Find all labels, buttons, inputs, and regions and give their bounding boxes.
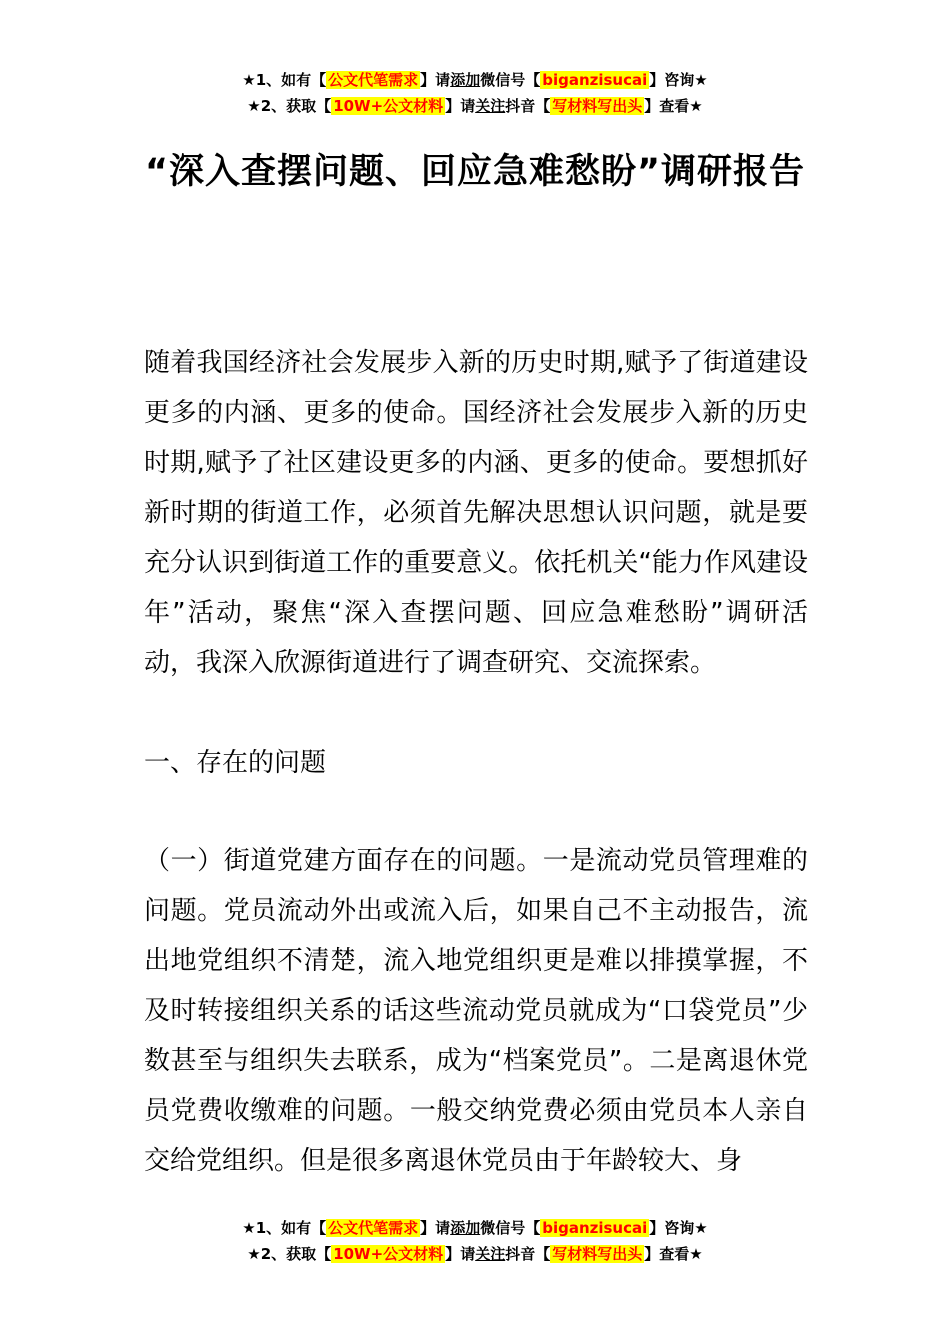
banner-text: 】查看★ xyxy=(644,1245,703,1263)
paragraph-party-building: （一）街道党建方面存在的问题。一是流动党员管理难的问题。党员流动外出或流入后，如果自己不主动报告，流出地党组织不清楚，流入地党组织更是难以排摸掌握，不及时转接组织关系的话这些流动党员就成为“口袋党员”少数甚至与组织失去联系，成为“档案党员”。二是离退休党员党费收缴难的问题。一般交纳党费必须由党员本人亲自交给党组织。但是很多离退休党员由于年龄较大、身 xyxy=(144,846,808,1176)
banner-line-2 xyxy=(0,1241,950,1267)
document-title: “深入查摆问题、回应急难愁盼”调研报告 xyxy=(144,152,805,192)
banner-highlight-douyin-id: 写材料写出头 xyxy=(552,1245,643,1263)
banner-highlight-wechat-id: biganzisucai xyxy=(542,1219,648,1237)
banner-text: ★1、如有【 xyxy=(242,71,327,89)
banner-highlight-materials: 10W+公文材料 xyxy=(333,97,444,115)
footer-banner xyxy=(0,1215,950,1267)
banner-text: 】请 xyxy=(445,97,476,115)
banner-text: 抖音【 xyxy=(505,97,551,115)
banner-line-2 xyxy=(0,93,950,119)
banner-text: ★2、获取【 xyxy=(247,1245,332,1263)
banner-line-1 xyxy=(0,67,950,93)
banner-text: 】查看★ xyxy=(644,97,703,115)
banner-text: ★1、如有【 xyxy=(242,1219,327,1237)
banner-text: ★2、获取【 xyxy=(247,97,332,115)
banner-highlight-douyin-id: 写材料写出头 xyxy=(552,97,643,115)
paragraph-intro: 随着我国经济社会发展步入新的历史时期,赋予了街道建设更多的内涵、更多的使命。国经济社会发展步入新的历史时期,赋予了社区建设更多的内涵、更多的使命。要想抓好新时期的街道工作，必须首先解决思想认识问题，就是要充分认识到街道工作的重要意义。依托机关“能力作风建设年”活动，聚焦“深入查摆问题、回应急难愁盼”调研活动，我深入欣源街道进行了调查研究、交流探索。 xyxy=(144,348,808,678)
section-heading-problems: 一、存在的问题 xyxy=(144,748,327,778)
banner-text: 微信号【 xyxy=(480,71,541,89)
banner-highlight-service: 公文代笔需求 xyxy=(328,71,419,89)
header-banner xyxy=(0,67,950,119)
banner-text: 】请 xyxy=(420,71,451,89)
banner-line-1 xyxy=(0,1215,950,1241)
banner-text: 抖音【 xyxy=(505,1245,551,1263)
banner-text: 】咨询★ xyxy=(649,71,708,89)
banner-highlight-wechat-id: biganzisucai xyxy=(542,71,648,89)
banner-underline-add: 添加 xyxy=(450,71,481,89)
banner-text: 】咨询★ xyxy=(649,1219,708,1237)
banner-underline-follow: 关注 xyxy=(475,97,506,115)
banner-highlight-service: 公文代笔需求 xyxy=(328,1219,419,1237)
banner-text: 微信号【 xyxy=(480,1219,541,1237)
banner-underline-follow: 关注 xyxy=(475,1245,506,1263)
banner-underline-add: 添加 xyxy=(450,1219,481,1237)
banner-text: 】请 xyxy=(420,1219,451,1237)
banner-highlight-materials: 10W+公文材料 xyxy=(333,1245,444,1263)
banner-text: 】请 xyxy=(445,1245,476,1263)
